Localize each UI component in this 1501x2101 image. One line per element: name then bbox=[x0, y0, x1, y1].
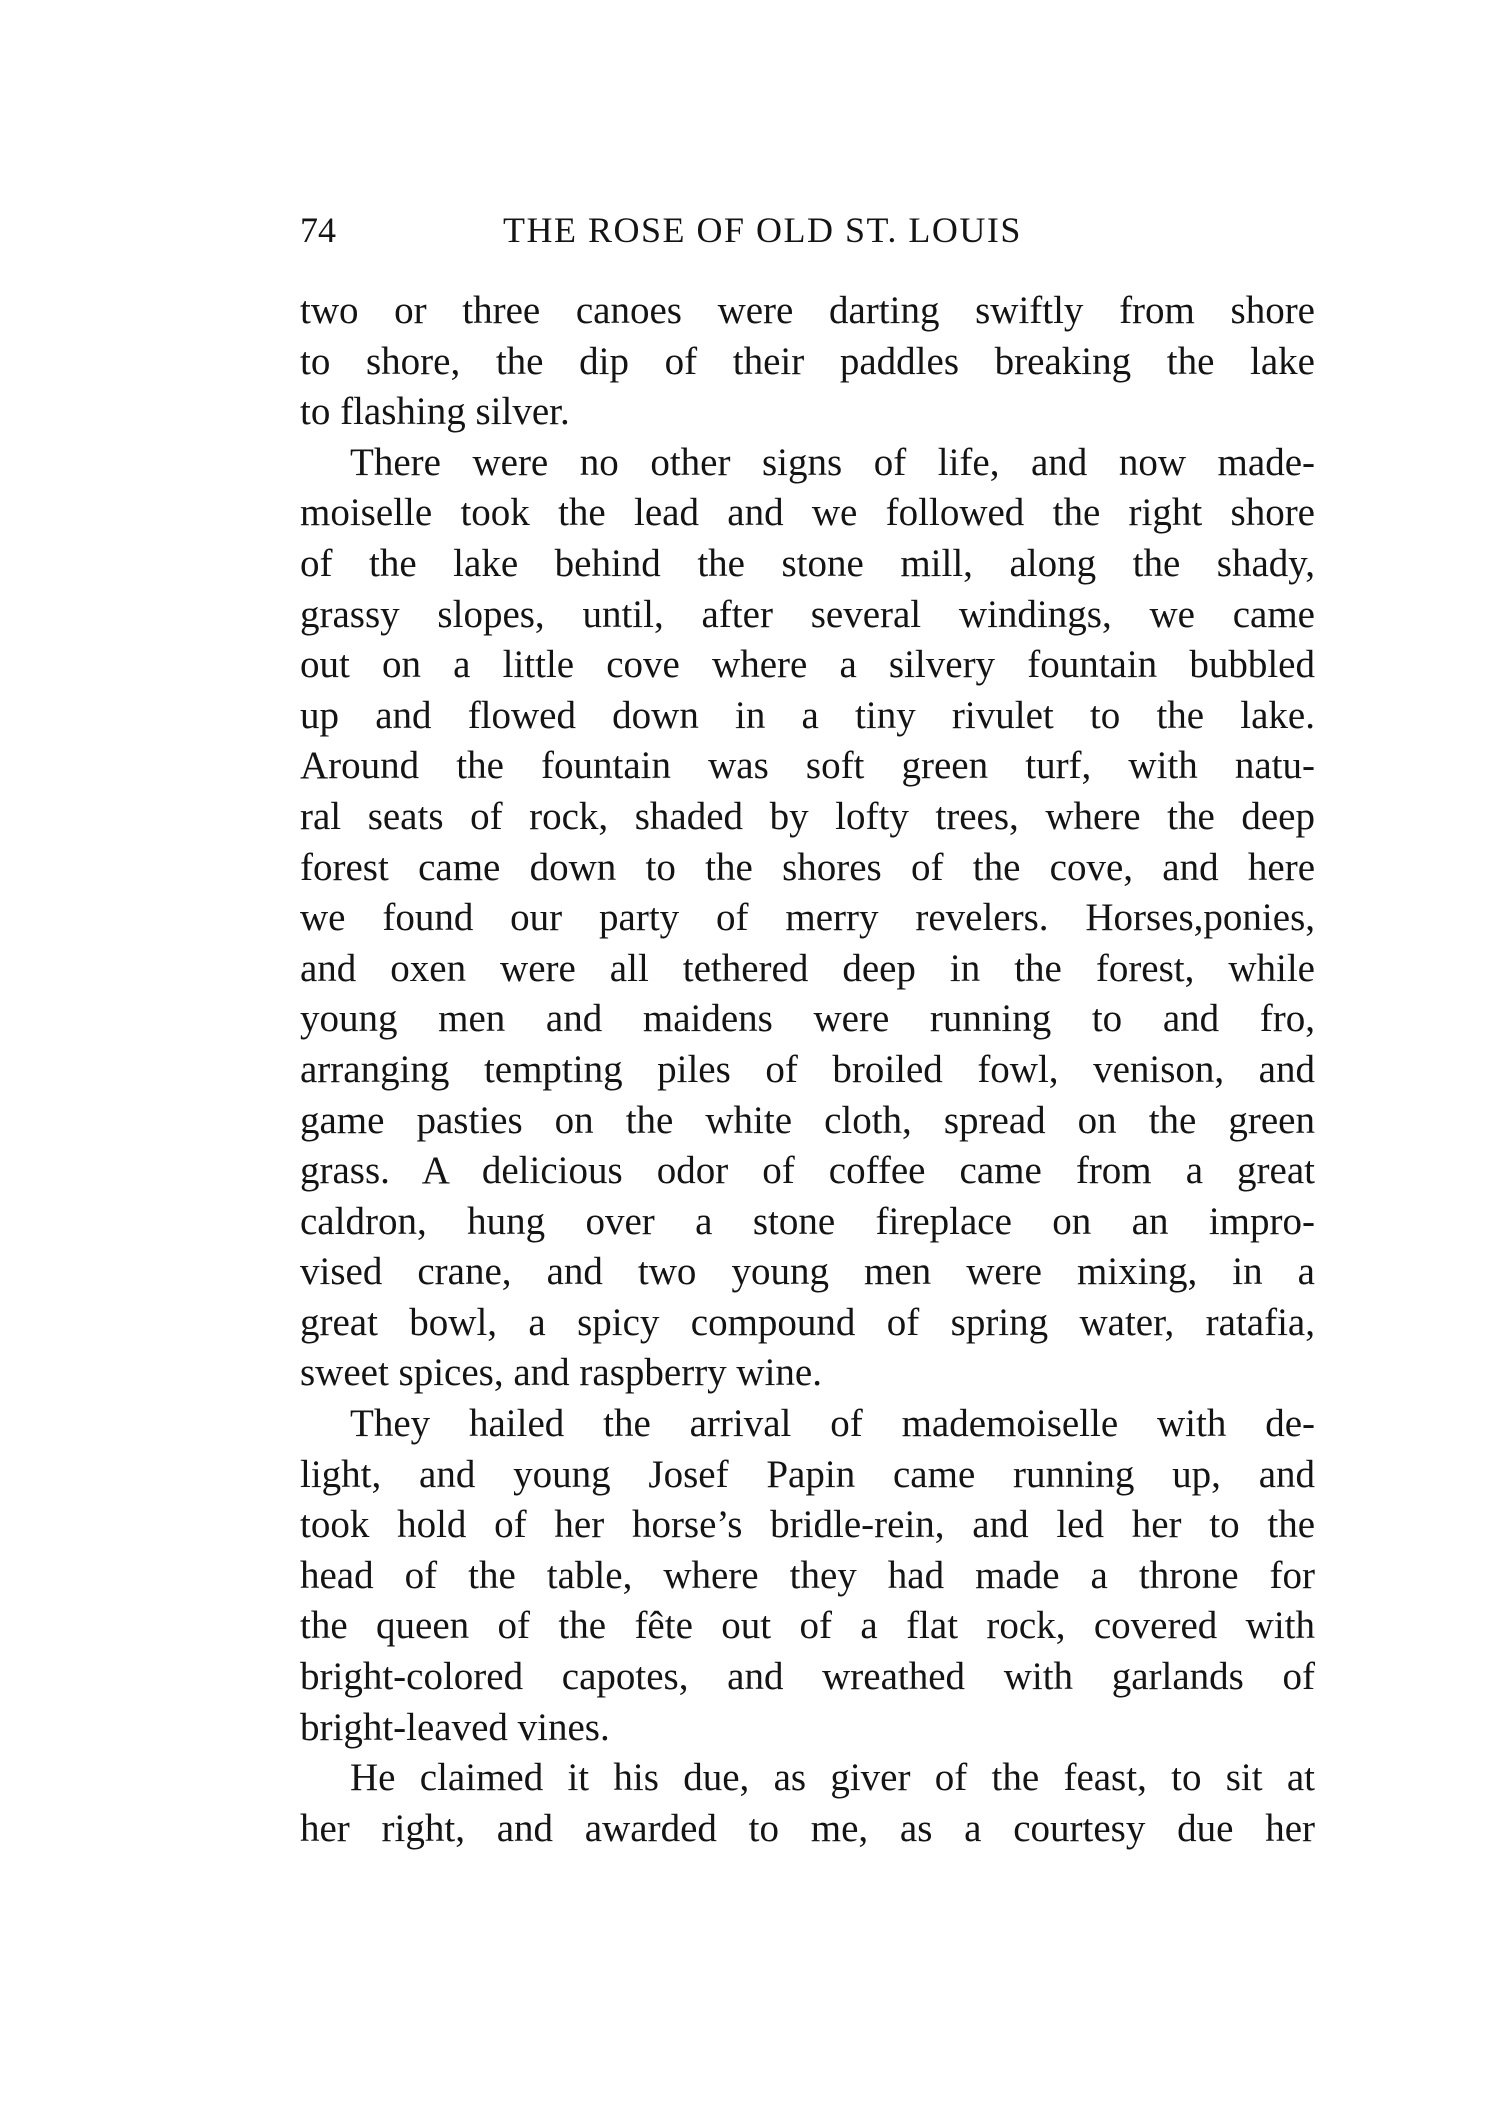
running-title: THE ROSE OF OLD ST. LOUIS bbox=[503, 210, 1022, 250]
text-line: grass. A delicious odor of coffee came from a great bbox=[300, 1149, 1315, 1193]
text-line: forest came down to the shores of the cove, and here bbox=[300, 845, 1315, 889]
paragraph bbox=[300, 1399, 1315, 1753]
text-line: ral seats of rock, shaded by lofty trees, where the deep bbox=[300, 794, 1315, 838]
text-line: bright-colored capotes, and wreathed with garlands of bbox=[300, 1655, 1315, 1699]
text-line: to flashing silver. bbox=[300, 390, 570, 434]
text-line: vised crane, and two young men were mixing, in a bbox=[300, 1250, 1315, 1294]
text-line: bright-leaved vines. bbox=[300, 1705, 610, 1749]
paragraph bbox=[300, 286, 1315, 438]
text-line: young men and maidens were running to and fro, bbox=[300, 997, 1315, 1041]
text-line: They hailed the arrival of mademoiselle with de- bbox=[350, 1402, 1315, 1446]
text-line: caldron, hung over a stone fireplace on an impro- bbox=[300, 1199, 1315, 1243]
text-line: took hold of her horse’s bridle-rein, and led her to the bbox=[300, 1503, 1315, 1547]
text-line: and oxen were all tethered deep in the forest, while bbox=[300, 946, 1315, 990]
paragraph bbox=[300, 438, 1315, 1399]
text-line: grassy slopes, until, after several windings, we came bbox=[300, 592, 1315, 636]
text-line: sweet spices, and raspberry wine. bbox=[300, 1351, 822, 1395]
text-line: great bowl, a spicy compound of spring water, ratafia, bbox=[300, 1300, 1315, 1344]
text-line: the queen of the fête out of a flat rock, covered with bbox=[300, 1604, 1315, 1648]
text-line: There were no other signs of life, and now made- bbox=[350, 440, 1315, 484]
text-line: He claimed it his due, as giver of the feast, to sit at bbox=[350, 1756, 1315, 1800]
text-line: we found our party of merry revelers. Horses,ponies, bbox=[300, 896, 1315, 940]
text-line: Around the fountain was soft green turf, with natu- bbox=[300, 744, 1315, 788]
text-line: moiselle took the lead and we followed the right shore bbox=[300, 491, 1315, 535]
text-line: head of the table, where they had made a throne for bbox=[300, 1553, 1315, 1597]
text-line: game pasties on the white cloth, spread on the green bbox=[300, 1098, 1315, 1142]
text-line: her right, and awarded to me, as a courtesy due her bbox=[300, 1806, 1315, 1850]
text-line: out on a little cove where a silvery fountain bubbled bbox=[300, 643, 1315, 687]
text-line: arranging tempting piles of broiled fowl, venison, and bbox=[300, 1047, 1315, 1091]
page-number: 74 bbox=[300, 210, 336, 250]
paragraph bbox=[300, 1753, 1315, 1854]
text-line: light, and young Josef Papin came running up, and bbox=[300, 1452, 1315, 1496]
running-header bbox=[300, 204, 1315, 256]
text-line: of the lake behind the stone mill, along the shady, bbox=[300, 541, 1315, 585]
text-line: to shore, the dip of their paddles breaking the lake bbox=[300, 339, 1315, 383]
text-line: two or three canoes were darting swiftly from shore bbox=[300, 289, 1315, 332]
text-line: up and flowed down in a tiny rivulet to the lake. bbox=[300, 693, 1315, 737]
body-text bbox=[300, 286, 1315, 1854]
